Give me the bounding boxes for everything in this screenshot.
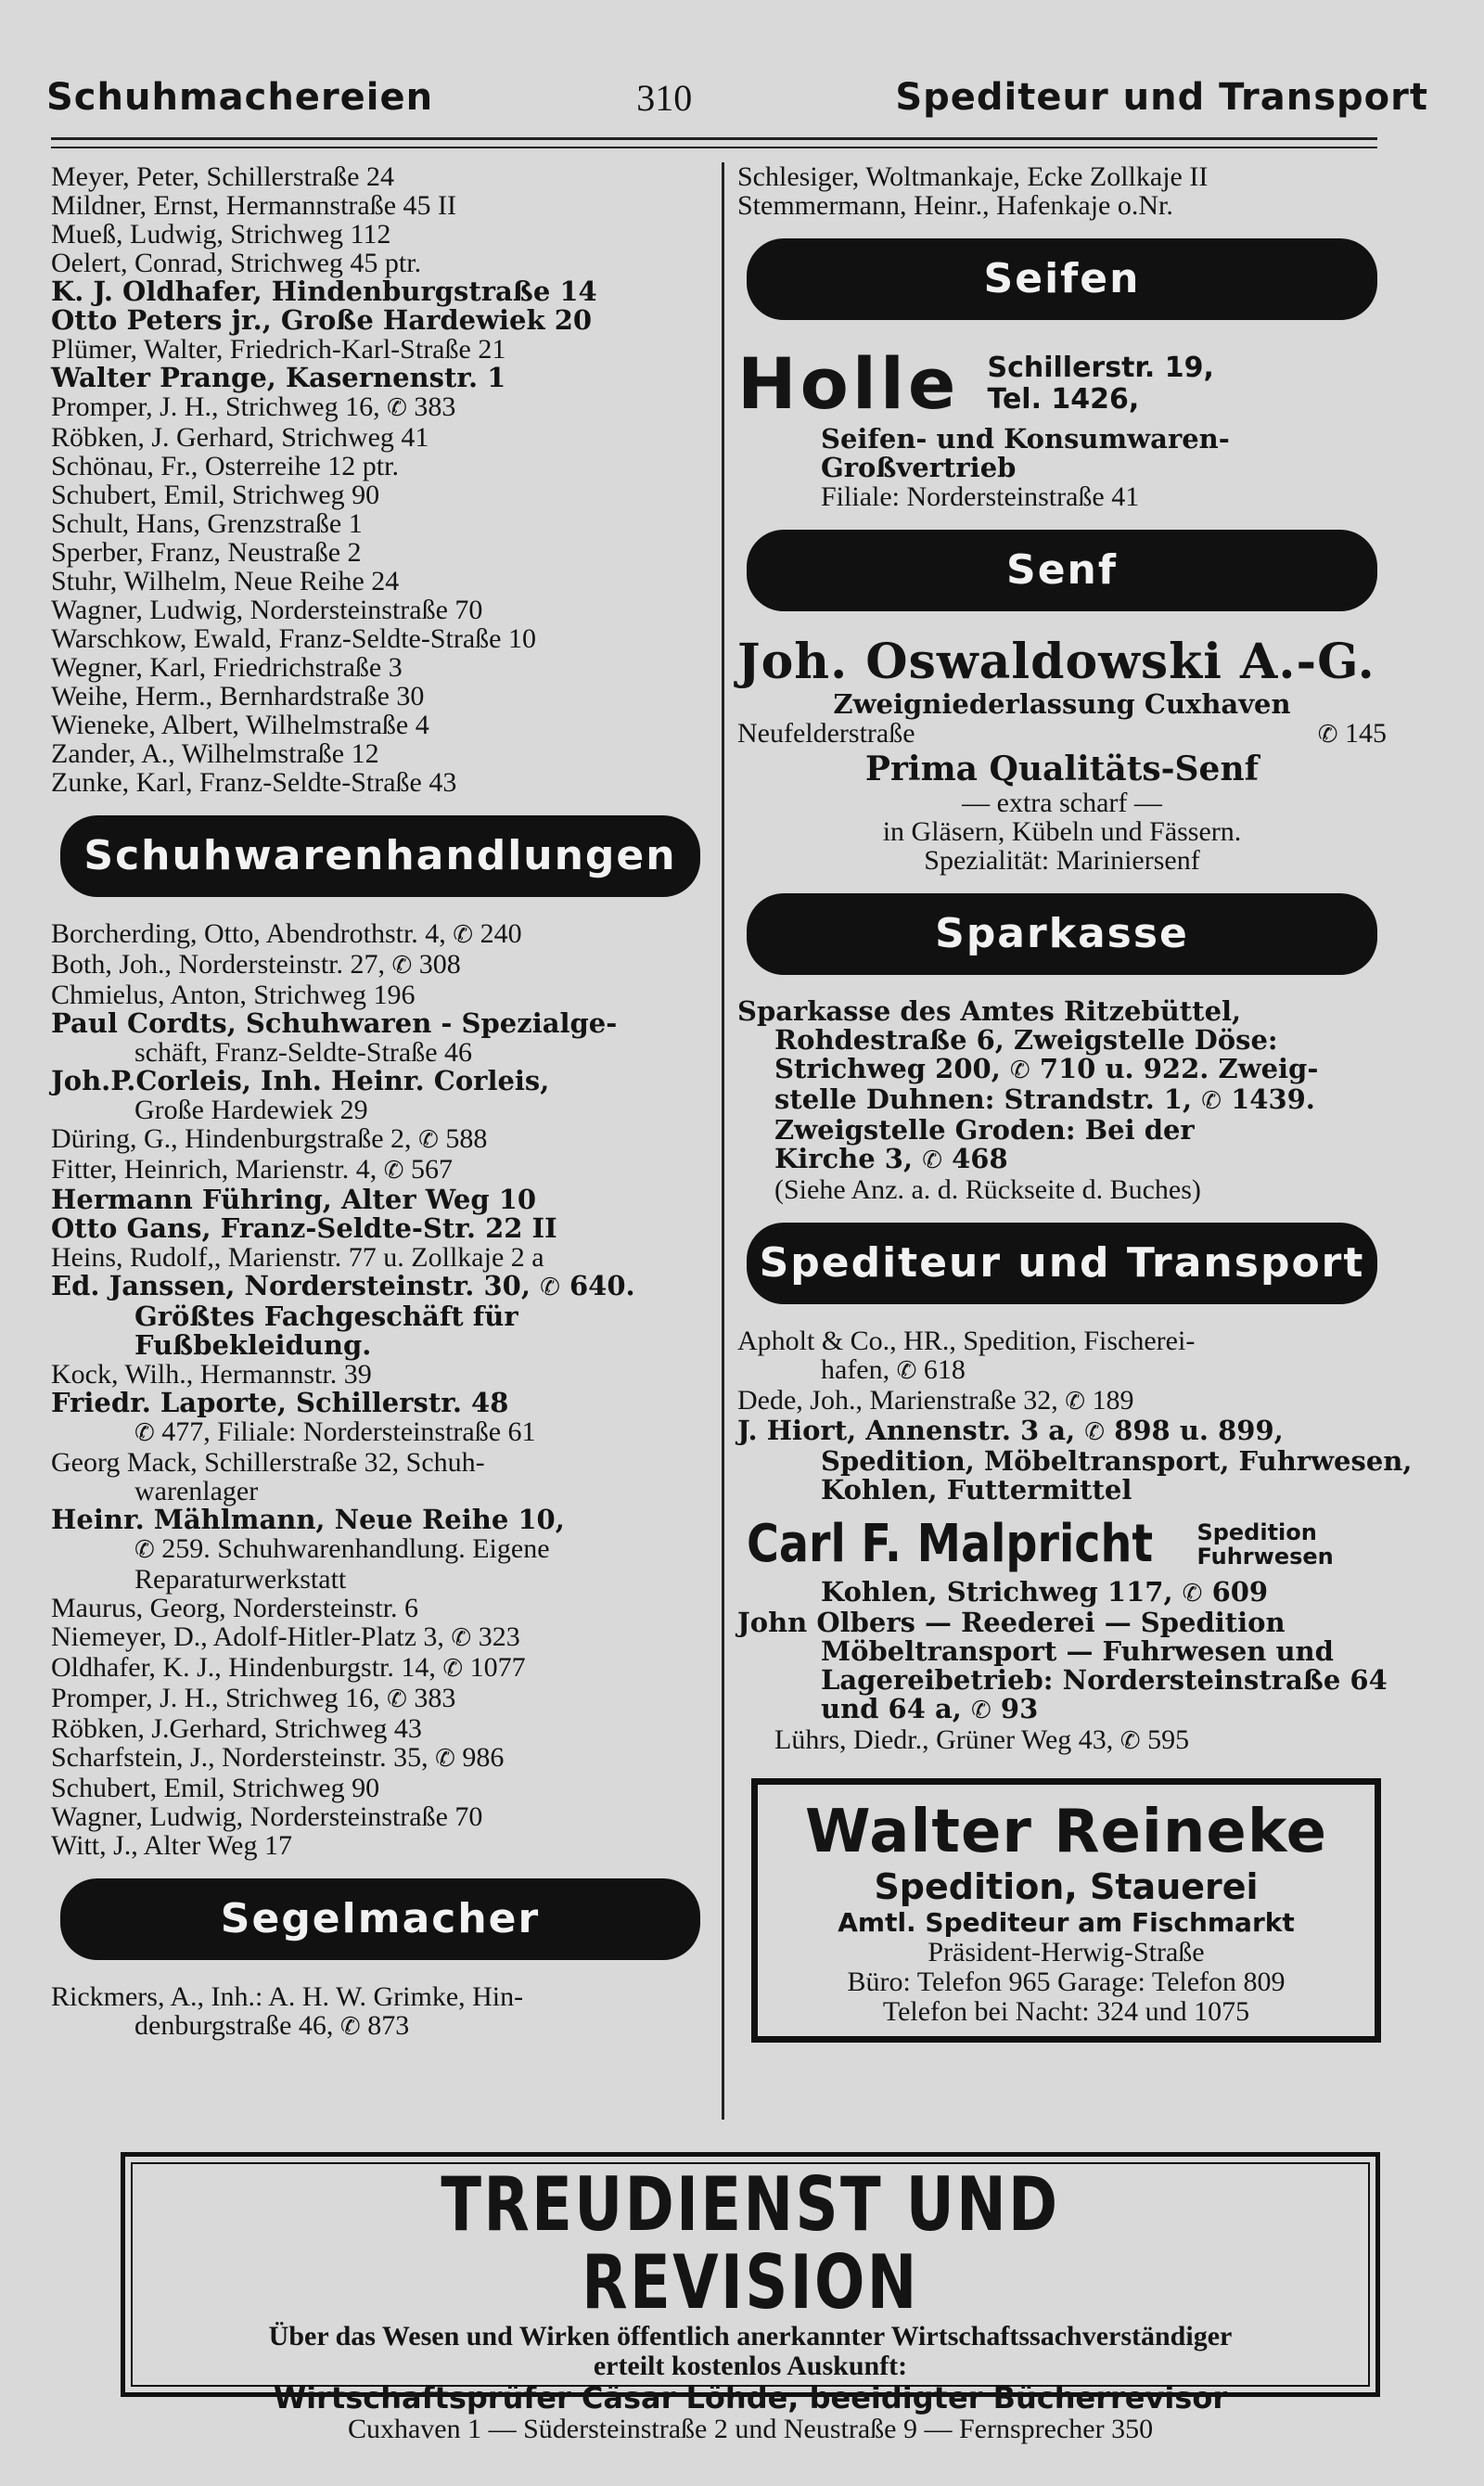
list-item-continued [51,1534,710,1565]
phone-icon: ✆ [1317,721,1338,749]
phone-number: 609 [1211,1576,1269,1608]
list-item: Stemmermann, Heinr., Hafenkaje o.Nr. [737,190,1173,221]
list-item-continued: Fußbekleidung. [134,1329,372,1361]
phone-icon: ✆ [391,952,413,980]
list-item [737,1416,1387,1447]
phone-icon: ✆ [435,1745,455,1773]
schuhmacher-list-b [51,423,710,797]
entry-text: stelle Duhnen: Strandstr. 1, [774,1083,1193,1115]
list-item: Oelert, Conrad, Strichweg 45 ptr. [51,248,422,278]
list-item: Otto Peters jr., Große Hardewiek 20 [51,304,593,336]
phone-number: 189 [1092,1385,1134,1416]
holle-ad [737,342,1387,425]
header-rule [51,137,1377,148]
section-banner-seifen: Seifen [747,238,1377,320]
list-item-continued [737,1695,1387,1725]
list-item: Chmielus, Anton, Strichweg 196 [51,980,416,1010]
reineke-amtl: Amtl. Spediteur am Fischmarkt [838,1907,1295,1938]
phone-number: 323 [478,1621,520,1652]
list-item: Wagner, Ludwig, Nordersteinstraße 70 [51,1801,483,1832]
phone-number: 567 [411,1154,454,1185]
list-item: Weihe, Herm., Bernhardstraße 30 [51,681,425,711]
section-banner-schuhwaren: Schuhwarenhandlungen [60,815,700,897]
phone-icon: ✆ [896,1357,917,1385]
entry-text: Promper, J. H., Strichweg 16, [51,1683,380,1713]
phone-number: 477, [161,1416,211,1447]
list-item-continued [737,1578,1387,1608]
list-item: Georg Mack, Schillerstraße 32, Schuh- [51,1447,485,1478]
list-item-continued: Zweigstelle Groden: Bei der [774,1114,1195,1146]
list-item: Otto Gans, Franz-Seldte-Str. 22 II [51,1212,557,1244]
phone-number: 710 u. 922. Zweig- [1039,1053,1319,1084]
list-item: Mueß, Ludwig, Strichweg 112 [51,219,391,250]
phone-number: 595 [1147,1724,1190,1755]
phone-number: 1077 [469,1652,526,1683]
entry-text: Niemeyer, D., Adolf-Hitler-Platz 3, [51,1621,444,1652]
list-item: Heins, Rudolf,, Marienstr. 77 u. Zollkaje 2 a [51,1242,544,1273]
prima-line: Prima Qualitäts-Senf [864,750,1260,788]
entry-text: Kohlen, Strichweg 117, [821,1576,1173,1608]
section-banner-spediteur: Spediteur und Transport [747,1223,1377,1304]
list-item [51,1743,710,1774]
list-item [51,919,710,950]
entry-text: hafen, [821,1354,890,1385]
treudienst-name: Wirtschaftsprüfer Cäsar Löhde, beeidigter Bücherrevisor [273,2380,1228,2416]
phone-icon: ✆ [134,1536,155,1564]
reineke-night-phone: Telefon bei Nacht: 324 und 1075 [882,1996,1250,2027]
list-item: Joh.P.Corleis, Inh. Heinr. Corleis, [51,1065,550,1096]
reineke-logo: Walter Reineke [804,1798,1328,1866]
list-item [51,1155,710,1185]
entry-text: Ed. Janssen, Nordersteinstr. 30, [51,1270,531,1301]
list-item [51,1653,710,1684]
holle-address [987,352,1213,416]
phone-number: 588 [445,1123,488,1154]
phone-icon: ✆ [387,1685,407,1713]
list-item [737,1386,1387,1416]
entry-text: Neufelderstraße [737,718,915,749]
list-item: Wagner, Ludwig, Norderstеinstraße 70 [51,595,483,625]
treudienst-title: TREUDIENST UND REVISION [441,2161,1060,2326]
entry-text: denburgstraße 46, [134,2010,334,2041]
holle-desc: Großvertrieb [821,452,1017,483]
list-item-continued: Kohlen, Futtermittel [821,1474,1132,1506]
list-item: Kock, Wilh., Hermannstr. 39 [51,1359,372,1390]
list-item-continued [737,1355,1387,1386]
list-item [51,1272,710,1302]
header-section-left: Schuhmachereien [46,76,434,119]
phone-icon: ✆ [134,1419,155,1447]
reineke-street: Präsident-Herwig-Straße [928,1937,1205,1967]
oswaldowski-title: Joh. Oswaldowski A.-G. [737,634,1375,690]
list-item: Paul Cordts, Schuhwaren - Spezialge- [51,1007,618,1039]
phone-number: 383 [414,391,456,422]
entry-text: Fitter, Heinrich, Marienstr. 4, [51,1154,377,1185]
list-item: Meyer, Peter, Schillerstraße 24 [51,161,394,192]
phone-number: 618 [923,1354,966,1385]
list-item-continued [737,1145,1387,1175]
section-banner-sparkasse: Sparkasse [747,893,1377,975]
header-section-right: Spediteur und Transport [895,76,1428,119]
list-item: Warschkow, Ewald, Franz-Seldte-Straße 10 [51,623,536,654]
right-column [737,161,1413,2043]
phone-icon: ✆ [1065,1388,1086,1416]
treudienst-line: Über das Wesen und Wirken öffentlich anerkannter Wirtschaftssachverständiger [268,2321,1233,2351]
list-item [51,950,710,980]
phone-number: 640. [569,1270,635,1301]
phone-icon: ✆ [418,1126,439,1154]
list-item: K. J. Oldhafer, Hindenburgstraße 14 [51,276,597,307]
list-item-continued: warenlager [134,1476,259,1506]
phone-number: 145 [1345,718,1387,749]
phone-icon: ✆ [1182,1580,1203,1608]
list-item: Apholt & Co., HR., Spedition, Fischerei- [737,1326,1196,1356]
list-item [51,1124,710,1155]
list-item: Wieneke, Albert, Wilhelmstraße 4 [51,710,429,740]
malpricht-services [1196,1520,1333,1569]
malpricht-service: Fuhrwesen [1196,1543,1334,1570]
list-item: Hermann Führing, Alter Weg 10 [51,1184,537,1215]
list-item-continued: (Siehe Anz. a. d. Rückseite d. Buches) [774,1174,1201,1205]
holle-logo: Holle [737,342,960,425]
page-number: 310 [636,76,693,119]
phone-icon: ✆ [971,1697,991,1724]
list-item [51,1622,710,1653]
page-header [46,65,1428,130]
entry-text: Filiale: Nordersteinstraße 61 [217,1416,536,1447]
entry-text: Oldhafer, K. J., Hindenburgstr. 14, [51,1652,436,1683]
phone-icon: ✆ [1009,1057,1030,1084]
list-item-continued [51,1417,710,1448]
entry-text: Schuhwarenhandlung. Eigene [217,1533,550,1564]
section-banner-senf: Senf [747,530,1377,611]
list-item [51,392,710,423]
phone-icon: ✆ [442,1655,464,1683]
phone-number: 93 [1000,1693,1039,1724]
entry-text: Both, Joh., Nordersteinstr. 27, [51,949,385,980]
phone-icon: ✆ [453,921,474,949]
entry-text: Kirche 3, [774,1143,914,1174]
glaesern-line: in Gläsern, Kübeln und Fässern. [882,816,1242,847]
list-item: Witt, J., Alter Weg 17 [51,1830,292,1861]
holle-address-line: Schillerstr. 19, [987,351,1214,384]
zweig-line: Zweigniederlassung Cuxhaven [833,688,1291,720]
entry-text: Lührs, Diedr., Grüner Weg 43, [774,1724,1114,1755]
spezial-line: Spezialität: Mariniersenf [924,845,1200,876]
list-item: Sperber, Franz, Neustraße 2 [51,537,362,568]
list-item [737,719,1387,750]
list-item: John Olbers — Reederei — Spedition [737,1607,1286,1638]
holle-tel-line: Tel. 1426, [987,382,1140,416]
treudienst-ad [121,2152,1380,2444]
phone-number: 873 [367,2010,410,2041]
list-item-continued: Große Hardewiek 29 [134,1095,368,1125]
list-item: Walter Prange, Kasernenstr. 1 [51,362,506,393]
treudienst-line: erteilt kostenlos Auskunft: [593,2351,908,2381]
list-item: Schubert, Emil, Strichweg 90 [51,1773,380,1803]
list-item-continued [51,2011,710,2042]
entry-text: Scharfstein, J., Nordersteinstr. 35, [51,1742,429,1773]
list-item: Mildner, Ernst, Hermannstraße 45 II [51,190,457,221]
entry-text: Düring, G., Hindenburgstraße 2, [51,1123,412,1154]
list-item: Röbken, J. Gerhard, Strichweg 41 [51,422,429,453]
list-item-continued: Möbeltransport — Fuhrwesen und [821,1635,1334,1667]
malpricht-service: Spedition [1196,1519,1317,1545]
list-item: Maurus, Georg, Nordersteinstr. 6 [51,1593,419,1623]
phone-icon: ✆ [383,1157,404,1185]
phone-number: 383 [414,1683,456,1713]
reineke-ad [751,1778,1381,2043]
phone-icon: ✆ [387,394,407,422]
entry-text: Strichweg 200, [774,1053,1001,1084]
phone-number: 468 [952,1143,1008,1174]
holle-desc: Seifen- und Konsumwaren- [821,423,1230,455]
malpricht-logo: Carl F. Malpricht [747,1514,1154,1574]
list-item: Plümer, Walter, Friedrich-Karl-Straße 21 [51,334,506,365]
phone-icon: ✆ [1084,1418,1106,1446]
list-item: Zander, A., Wilhelmstraße 12 [51,738,379,769]
entry-text: Promper, J. H., Strichweg 16, [51,391,380,422]
list-item: Heinr. Mählmann, Neue Reihe 10, [51,1504,565,1535]
phone-icon: ✆ [922,1147,942,1174]
list-item: Schult, Hans, Grenzstraße 1 [51,508,363,539]
holle-filiale: Filiale: Nordersteinstraße 41 [821,481,1140,512]
phone-icon: ✆ [1119,1727,1141,1755]
phone-number: 308 [418,949,461,980]
phone-number: 240 [480,918,522,949]
entry-text: und 64 a, [821,1693,962,1724]
list-item-continued: Rohdestraße 6, Zweigstelle Döse: [774,1024,1278,1056]
phone-icon: ✆ [1201,1087,1222,1115]
list-item-continued: Lagereibetrieb: Nordersteinstraße 64 [821,1664,1388,1696]
list-item-continued: schäft, Franz-Seldte-Straße 46 [134,1037,473,1068]
phone-icon: ✆ [339,2013,361,2041]
list-item [51,1684,710,1714]
phone-icon: ✆ [540,1274,560,1301]
phone-number: 259. [161,1533,211,1564]
list-item: Schönau, Fr., Osterreihe 12 ptr. [51,451,399,481]
phone-icon: ✆ [451,1624,472,1652]
malpricht-ad [747,1514,1387,1574]
schuhmacher-list-a [51,162,710,277]
list-item: Röbken, J.Gerhard, Strichweg 43 [51,1713,422,1744]
phone-number: 986 [462,1742,505,1773]
list-item-continued: Spedition, Möbeltransport, Fuhrwesen, [821,1445,1413,1477]
list-item-continued [737,1055,1387,1085]
reineke-phones: Büro: Telefon 965 Garage: Telefon 809 [847,1967,1286,1997]
treudienst-address: Cuxhaven 1 — Südersteinstraße 2 und Neustraße 9 — Fernsprecher 350 [347,2414,1154,2444]
list-item: Wegner, Karl, Friedrichstraße 3 [51,652,403,683]
entry-text: Dede, Joh., Marienstraße 32, [737,1385,1058,1416]
list-item: Sparkasse des Amtes Ritzebüttel, [737,995,1242,1027]
section-banner-segelmacher: Segelmacher [60,1878,700,1960]
list-item-continued: Reparaturwerkstatt [134,1564,347,1595]
reineke-subtitle: Spedition, Stauerei [874,1866,1259,1907]
list-item: Stuhr, Wilhelm, Neue Reihe 24 [51,566,400,596]
list-item: Rickmers, A., Inh.: A. H. W. Grimke, Hin- [51,1981,524,2012]
extra-line: — extra scharf — [962,788,1162,818]
column-divider [722,162,724,2120]
list-item: Schubert, Emil, Strichweg 90 [51,480,380,510]
list-item [737,1725,1387,1756]
list-item: Friedr. Laporte, Schillerstr. 48 [51,1387,509,1418]
list-item-continued: Größtes Fachgeschäft für [134,1301,518,1332]
phone-number: 1439. [1231,1083,1315,1115]
entry-text: J. Hiort, Annenstr. 3 a, [737,1415,1076,1446]
entry-text: Borcherding, Otto, Abendrothstr. 4, [51,918,446,949]
list-item: Schlesiger, Woltmankaje, Ecke Zollkaje II [737,161,1209,192]
phone-number: 898 u. 899, [1114,1415,1284,1446]
list-item: Zunke, Karl, Franz-Seldte-Straße 43 [51,767,457,798]
list-item-continued [737,1085,1387,1116]
left-column [51,162,710,2042]
